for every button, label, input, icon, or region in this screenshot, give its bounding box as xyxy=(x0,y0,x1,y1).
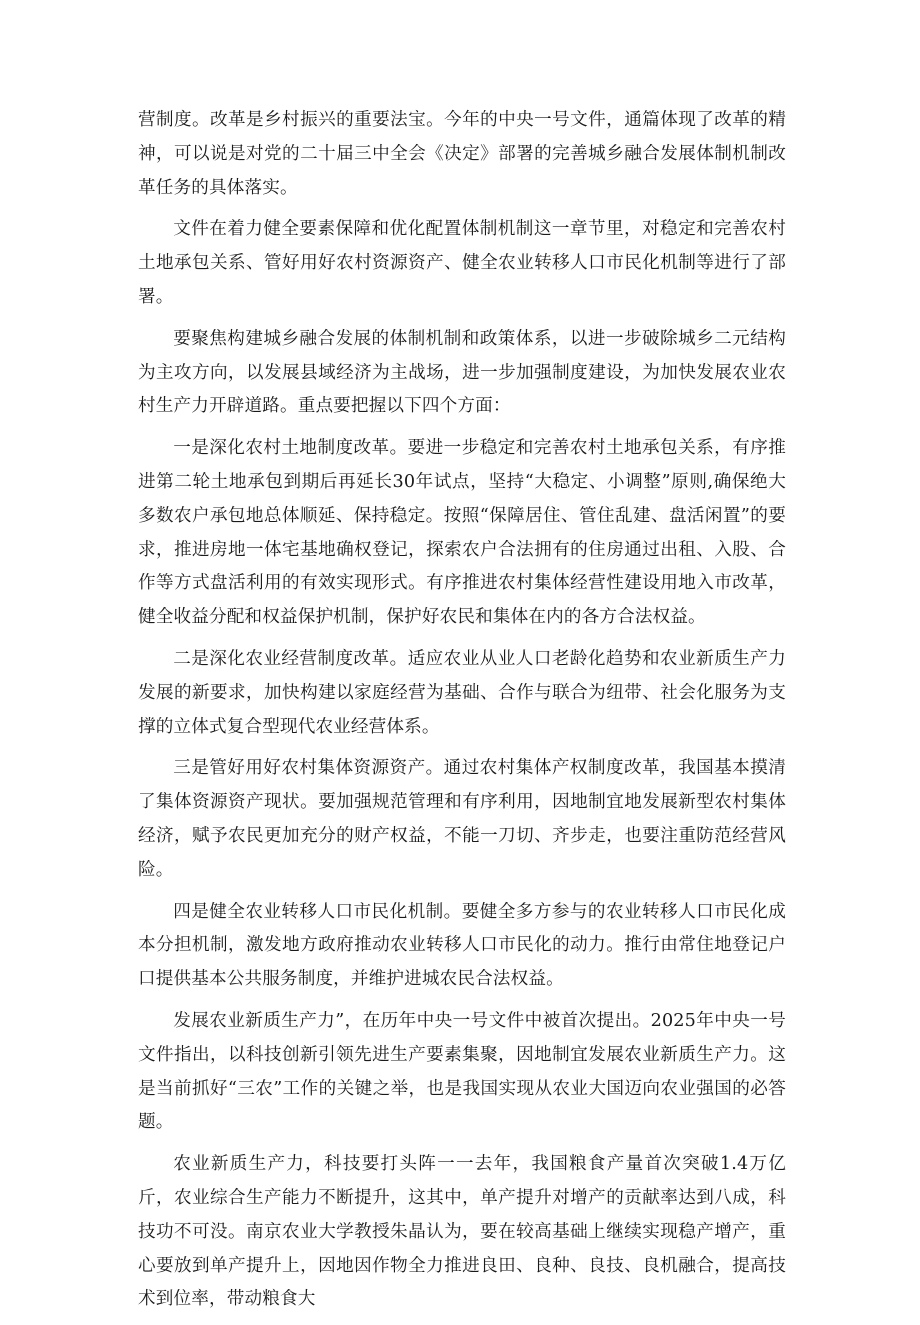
paragraph: 发展农业新质生产力”，在历年中央一号文件中被首次提出。2025年中央一号文件指出，以科技创新引领先进生产要素集聚，因地制宜发展农业新质生产力。这是当前抓好“三农”工作的关键之举，也是我国实现从农业大国迈向农业强国的必答题。 xyxy=(138,1010,786,1133)
paragraph: 二是深化农业经营制度改革。适应农业从业人口老龄化趋势和农业新质生产力发展的新要求，加快构建以家庭经营为基础、合作与联合为纽带、社会化服务为支撑的立体式复合型现代农业经营体系。 xyxy=(138,648,786,737)
paragraph-continuation: 营制度。改革是乡村振兴的重要法宝。今年的中央一号文件，通篇体现了改革的精神，可以说是对党的二十届三中全会《决定》部署的完善城乡融合发展体制机制改革任务的具体落实。 xyxy=(138,110,786,198)
document-body xyxy=(138,104,786,1325)
paragraph: 一是深化农村土地制度改革。要进一步稳定和完善农村土地承包关系，有序推进第二轮土地承包到期后再延长30年试点，坚持“大稳定、小调整”原则,确保绝大多数农户承包地总体顺延、保持稳定。按照“保障居住、管住乱建、盘活闲置”的要求，推进房地一体宅基地确权登记，探索农户合法拥有的住房通过出租、入股、合作等方式盘活利用的有效实现形式。有序推进农村集体经营性建设用地入市改革，健全收益分配和权益保护机制，保护好农民和集体在内的各方合法权益。 xyxy=(138,438,786,628)
paragraph: 四是健全农业转移人口市民化机制。要健全多方参与的农业转移人口市民化成本分担机制，激发地方政府推动农业转移人口市民化的动力。推行由常住地登记户口提供基本公共服务制度，并维护进城农民合法权益。 xyxy=(138,901,786,990)
paragraph: 要聚焦构建城乡融合发展的体制机制和政策体系，以进一步破除城乡二元结构为主攻方向，以发展县域经济为主战场，进一步加强制度建设，为加快发展农业农村生产力开辟道路。重点要把握以下四个方面： xyxy=(138,328,786,417)
paragraph: 文件在着力健全要素保障和优化配置体制机制这一章节里，对稳定和完善农村土地承包关系、管好用好农村资源资产、健全农业转移人口市民化机制等进行了部署。 xyxy=(138,219,786,307)
paragraph: 农业新质生产力，科技要打头阵一一去年，我国粮食产量首次突破1.4万亿斤，农业综合生产能力不断提升，这其中，单产提升对增产的贡献率达到八成，科技功不可没。南京农业大学教授朱晶认为，要在较高基础上继续实现稳产增产，重心要放到单产提升上，因地因作物全力推进良田、良种、良技、良机融合，提高技术到位率，带动粮食大 xyxy=(138,1154,786,1310)
paragraph: 三是管好用好农村集体资源资产。通过农村集体产权制度改革，我国基本摸清了集体资源资产现状。要加强规范管理和有序利用，因地制宜地发展新型农村集体经济，赋予农民更加充分的财产权益，不能一刀切、齐步走，也要注重防范经营风险。 xyxy=(138,758,786,880)
